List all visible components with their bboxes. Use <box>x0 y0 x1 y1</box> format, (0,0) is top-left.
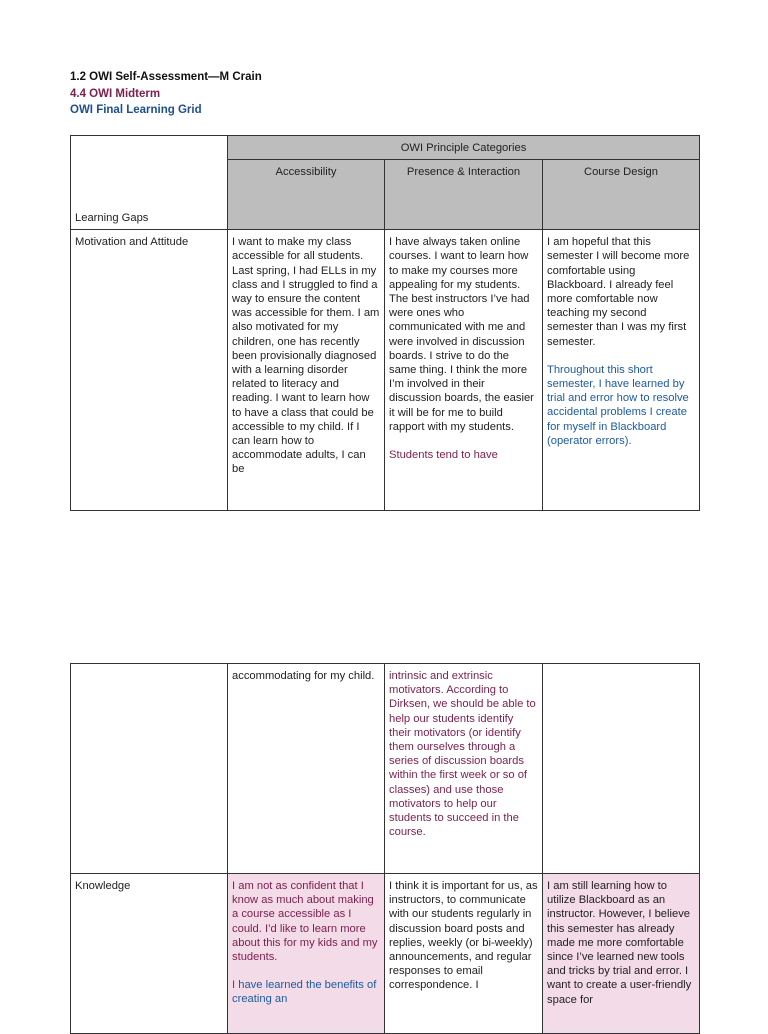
motivation-presence-cont-cell <box>385 664 543 874</box>
knowledge-accessibility-cell <box>228 874 385 1034</box>
motivation-presence-midterm-cont-text: intrinsic and extrinsic motivators. According to Dirksen, we should be able to help our students identify their motivators (or identify them ourselves through a series of discussion boards within the first week or so of classes) and use those motivators to help our students to succeed in the course. <box>389 670 536 839</box>
knowledge-accessibility-final-text: I have learned the benefits of creating an <box>232 979 377 1006</box>
motivation-design-cell <box>543 230 700 511</box>
motivation-design-text: I am hopeful that this semester I will become more comfortable using Blackboard. I already feel more comfortable now teaching my second semester than I was my first semester. <box>547 236 690 348</box>
motivation-accessibility-cell <box>228 230 385 511</box>
column-header-course-design: Course Design <box>543 160 700 230</box>
motivation-presence-text: I have always taken online courses. I want to learn how to make my courses more appealing for my students. The best instructors I’ve had were ones who communicated with me and were involved in discussion boards. I strive to do the same thing. I think the more I’m involved in their discussion boards, the easier it will be for me to build rapport with my students. <box>389 236 534 433</box>
column-header-presence-interaction: Presence & Interaction <box>385 160 543 230</box>
motivation-design-final-text: Throughout this short semester, I have learned by trial and error how to resolve accidental problems I create for myself in Blackboard (operator errors). <box>547 363 689 447</box>
motivation-presence-cell <box>385 230 543 511</box>
knowledge-presence-cell <box>385 874 543 1034</box>
motivation-accessibility-text: I want to make my class accessible for all students. Last spring, I had ELLs in my class and I struggled to find a way to ensure the content was accessible for them. I am also motivated for my children, one has recently been provisionally diagnosed with a learning disorder related to literacy and reading. I want to learn how to have a class that could be accessible to my child. If I can learn how to accommodate adults, I can be <box>232 236 380 476</box>
knowledge-design-text: I am still learning how to utilize Blackboard as an instructor. However, I believe this semester has already made me more comfortable since I’ve learned new tools and tricks by trial and error. I want to create a user-friendly space for <box>547 880 692 1006</box>
document-headings <box>70 69 262 119</box>
learning-gaps-label: Learning Gaps <box>75 212 149 224</box>
principle-categories-header: OWI Principle Categories <box>228 136 700 160</box>
knowledge-design-cell <box>543 874 700 1034</box>
column-header-accessibility: Accessibility <box>228 160 385 230</box>
motivation-design-cont-cell <box>543 664 700 874</box>
knowledge-accessibility-text: I am not as confident that I know as much about making a course accessible as I could. I’d like to learn more about this for my kids and my students. <box>232 880 378 964</box>
motivation-accessibility-cont-cell <box>228 664 385 874</box>
motivation-accessibility-cont-text: accommodating for my child. <box>232 670 375 682</box>
knowledge-presence-text: I think it is important for us, as instructors, to communicate with our students regularly in discussion board posts and replies, weekly (or bi-weekly) announcements, and regular responses to email correspondence. I <box>389 880 538 992</box>
final-grid-heading: OWI Final Learning Grid <box>70 104 202 116</box>
learning-gaps-header-cell <box>71 136 228 230</box>
self-assessment-heading: 1.2 OWI Self-Assessment—M Crain <box>70 71 262 83</box>
row-label-knowledge: Knowledge <box>71 874 228 1034</box>
midterm-heading: 4.4 OWI Midterm <box>70 87 161 100</box>
learning-grid-table-page1 <box>70 135 700 511</box>
learning-grid-table-page2 <box>70 663 700 1034</box>
motivation-presence-midterm-text: Students tend to have <box>389 449 498 462</box>
row-label-motivation: Motivation and Attitude <box>71 230 228 511</box>
continued-row-label-cell <box>71 664 228 874</box>
